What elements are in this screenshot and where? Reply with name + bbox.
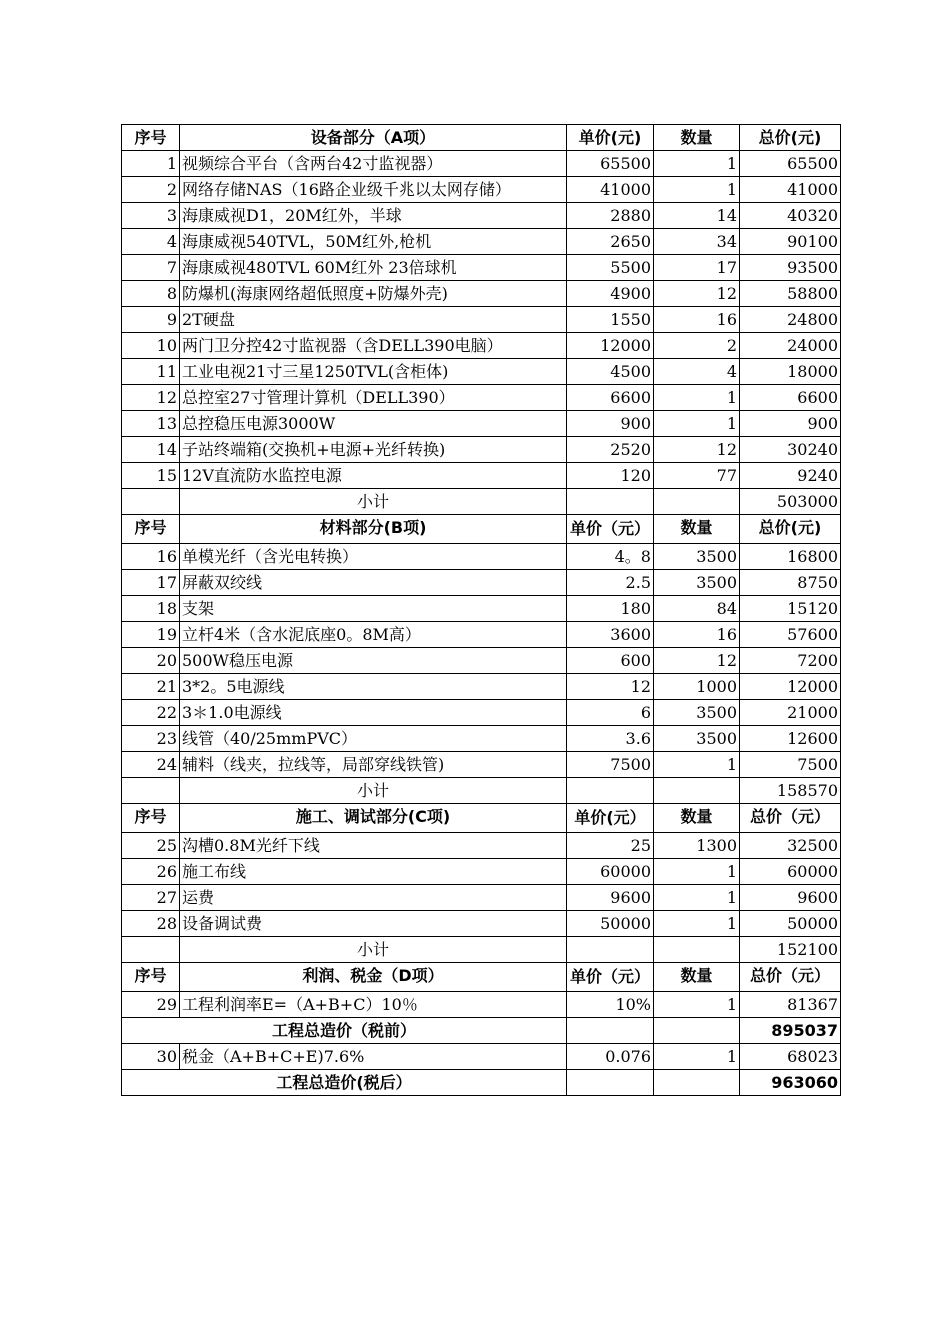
header-unit-price: 单价（元）	[567, 963, 654, 992]
row-quantity: 1	[654, 385, 740, 411]
row-item: 海康威视540TVL，50M红外,枪机	[180, 229, 567, 255]
subtotal-label: 小计	[180, 778, 567, 804]
table-row	[122, 911, 841, 937]
row-total: 9240	[740, 463, 841, 489]
table-row	[122, 463, 841, 489]
row-unit-price: 12	[567, 674, 654, 700]
row-unit-price: 0.076	[567, 1044, 654, 1070]
row-index: 21	[122, 674, 180, 700]
row-unit-price: 2880	[567, 203, 654, 229]
row-unit-price: 6600	[567, 385, 654, 411]
table-row	[122, 674, 841, 700]
row-index: 7	[122, 255, 180, 281]
row-total: 15120	[740, 596, 841, 622]
header-item: 材料部分(B项)	[180, 515, 567, 544]
row-index: 14	[122, 437, 180, 463]
row-total: 18000	[740, 359, 841, 385]
table-row	[122, 437, 841, 463]
row-unit-price: 3600	[567, 622, 654, 648]
row-quantity: 12	[654, 437, 740, 463]
row-total: 58800	[740, 281, 841, 307]
section-d-header-row	[122, 963, 841, 992]
row-quantity: 1	[654, 177, 740, 203]
row-item: 运费	[180, 885, 567, 911]
section-a-subtotal-row	[122, 489, 841, 515]
row-index: 26	[122, 859, 180, 885]
aftertax-total-label: 工程总造价(税后）	[122, 1070, 567, 1096]
section-b-subtotal-row	[122, 778, 841, 804]
row-item: 视频综合平台（含两台42寸监视器）	[180, 151, 567, 177]
row-index: 28	[122, 911, 180, 937]
row-item: 沟槽0.8M光纤下线	[180, 833, 567, 859]
table-row	[122, 648, 841, 674]
header-index: 序号	[122, 125, 180, 151]
cost-table	[121, 124, 841, 1096]
row-total: 7500	[740, 752, 841, 778]
row-quantity: 16	[654, 307, 740, 333]
row-unit-price: 4900	[567, 281, 654, 307]
table-row	[122, 885, 841, 911]
row-item: 单模光纤（含光电转换）	[180, 544, 567, 570]
row-quantity: 1	[654, 752, 740, 778]
row-index: 18	[122, 596, 180, 622]
row-unit-price: 120	[567, 463, 654, 489]
header-total: 总价(元)	[740, 125, 841, 151]
row-unit-price: 180	[567, 596, 654, 622]
row-total: 12600	[740, 726, 841, 752]
row-quantity: 12	[654, 281, 740, 307]
table-row	[122, 411, 841, 437]
row-index: 23	[122, 726, 180, 752]
table-row	[122, 859, 841, 885]
row-index: 22	[122, 700, 180, 726]
row-total: 90100	[740, 229, 841, 255]
row-index: 16	[122, 544, 180, 570]
pretax-total-value: 895037	[740, 1018, 841, 1044]
row-unit-price: 7500	[567, 752, 654, 778]
table-row	[122, 333, 841, 359]
row-quantity: 1	[654, 911, 740, 937]
row-index: 29	[122, 992, 180, 1018]
row-quantity: 3500	[654, 700, 740, 726]
row-item: 屏蔽双绞线	[180, 570, 567, 596]
header-item: 利润、税金（D项）	[180, 963, 567, 992]
table-row	[122, 752, 841, 778]
subtotal-value: 503000	[740, 489, 841, 515]
subtotal-value: 152100	[740, 937, 841, 963]
header-item: 施工、调试部分(C项)	[180, 804, 567, 833]
row-total: 12000	[740, 674, 841, 700]
row-item: 税金（A+B+C+E)7.6%	[180, 1044, 567, 1070]
row-index: 30	[122, 1044, 180, 1070]
row-quantity: 1	[654, 992, 740, 1018]
row-item: 2T硬盘	[180, 307, 567, 333]
row-item: 总控室27寸管理计算机（DELL390）	[180, 385, 567, 411]
row-item: 总控稳压电源3000W	[180, 411, 567, 437]
row-index: 20	[122, 648, 180, 674]
row-index: 3	[122, 203, 180, 229]
row-unit-price: 10%	[567, 992, 654, 1018]
pretax-total-label: 工程总造价（税前）	[122, 1018, 567, 1044]
row-unit-price: 5500	[567, 255, 654, 281]
table-row	[122, 596, 841, 622]
row-quantity: 16	[654, 622, 740, 648]
row-quantity: 17	[654, 255, 740, 281]
row-total: 7200	[740, 648, 841, 674]
header-total: 总价（元）	[740, 963, 841, 992]
row-item: 海康威视480TVL 60M红外 23倍球机	[180, 255, 567, 281]
row-item: 辅料（线夹，拉线等，局部穿线铁管)	[180, 752, 567, 778]
row-quantity: 2	[654, 333, 740, 359]
aftertax-total-row	[122, 1070, 841, 1096]
row-item: 3＊1.0电源线	[180, 700, 567, 726]
row-unit-price: 4。8	[567, 544, 654, 570]
row-index: 8	[122, 281, 180, 307]
row-total: 24000	[740, 333, 841, 359]
row-unit-price: 1550	[567, 307, 654, 333]
row-total: 24800	[740, 307, 841, 333]
row-index: 19	[122, 622, 180, 648]
row-index: 12	[122, 385, 180, 411]
section-c-subtotal-row	[122, 937, 841, 963]
row-unit-price: 50000	[567, 911, 654, 937]
row-index: 4	[122, 229, 180, 255]
row-unit-price: 6	[567, 700, 654, 726]
subtotal-label: 小计	[180, 937, 567, 963]
header-unit-price: 单价（元）	[567, 515, 654, 544]
row-total: 21000	[740, 700, 841, 726]
row-total: 9600	[740, 885, 841, 911]
table-row	[122, 570, 841, 596]
row-index: 11	[122, 359, 180, 385]
row-index: 25	[122, 833, 180, 859]
table-row	[122, 385, 841, 411]
table-row	[122, 281, 841, 307]
row-unit-price: 2650	[567, 229, 654, 255]
header-quantity: 数量	[654, 515, 740, 544]
header-quantity: 数量	[654, 963, 740, 992]
table-row	[122, 307, 841, 333]
row-total: 41000	[740, 177, 841, 203]
subtotal-value: 158570	[740, 778, 841, 804]
row-item: 线管（40/25mmPVC）	[180, 726, 567, 752]
row-item: 施工布线	[180, 859, 567, 885]
row-index: 27	[122, 885, 180, 911]
row-quantity: 3500	[654, 570, 740, 596]
row-quantity: 4	[654, 359, 740, 385]
row-total: 30240	[740, 437, 841, 463]
header-unit-price: 单价(元)	[567, 125, 654, 151]
row-item: 3*2。5电源线	[180, 674, 567, 700]
section-a-header-row	[122, 125, 841, 151]
row-total: 81367	[740, 992, 841, 1018]
row-quantity: 1000	[654, 674, 740, 700]
header-index: 序号	[122, 804, 180, 833]
row-item: 500W稳压电源	[180, 648, 567, 674]
row-item: 工业电视21寸三星1250TVL(含柜体)	[180, 359, 567, 385]
row-index: 13	[122, 411, 180, 437]
row-total: 68023	[740, 1044, 841, 1070]
table-row	[122, 359, 841, 385]
table-row	[122, 726, 841, 752]
row-index: 2	[122, 177, 180, 203]
section-b-header-row	[122, 515, 841, 544]
row-quantity: 3500	[654, 544, 740, 570]
row-item: 设备调试费	[180, 911, 567, 937]
row-total: 60000	[740, 859, 841, 885]
row-quantity: 12	[654, 648, 740, 674]
row-item: 支架	[180, 596, 567, 622]
row-unit-price: 41000	[567, 177, 654, 203]
pretax-total-row	[122, 1018, 841, 1044]
header-quantity: 数量	[654, 804, 740, 833]
table-row	[122, 229, 841, 255]
row-total: 40320	[740, 203, 841, 229]
row-item: 立杆4米（含水泥底座0。8M高）	[180, 622, 567, 648]
table-row	[122, 700, 841, 726]
row-index: 1	[122, 151, 180, 177]
row-quantity: 3500	[654, 726, 740, 752]
row-quantity: 1	[654, 885, 740, 911]
row-item: 网络存储NAS（16路企业级千兆以太网存储）	[180, 177, 567, 203]
row-unit-price: 3.6	[567, 726, 654, 752]
row-index: 9	[122, 307, 180, 333]
row-total: 57600	[740, 622, 841, 648]
table-row	[122, 177, 841, 203]
header-index: 序号	[122, 963, 180, 992]
row-quantity: 84	[654, 596, 740, 622]
section-c-header-row	[122, 804, 841, 833]
row-unit-price: 900	[567, 411, 654, 437]
header-unit-price: 单价(元）	[567, 804, 654, 833]
row-unit-price: 600	[567, 648, 654, 674]
row-quantity: 34	[654, 229, 740, 255]
row-quantity: 14	[654, 203, 740, 229]
aftertax-total-value: 963060	[740, 1070, 841, 1096]
row-unit-price: 9600	[567, 885, 654, 911]
table-row	[122, 622, 841, 648]
row-index: 24	[122, 752, 180, 778]
profit-row	[122, 992, 841, 1018]
row-total: 65500	[740, 151, 841, 177]
row-index: 17	[122, 570, 180, 596]
table-row	[122, 544, 841, 570]
row-item: 12V直流防水监控电源	[180, 463, 567, 489]
header-total: 总价（元）	[740, 804, 841, 833]
row-unit-price: 65500	[567, 151, 654, 177]
row-quantity: 1300	[654, 833, 740, 859]
row-item: 子站终端箱(交换机+电源+光纤转换)	[180, 437, 567, 463]
row-quantity: 1	[654, 1044, 740, 1070]
row-unit-price: 12000	[567, 333, 654, 359]
row-unit-price: 60000	[567, 859, 654, 885]
row-item: 两门卫分控42寸监视器（含DELL390电脑）	[180, 333, 567, 359]
header-index: 序号	[122, 515, 180, 544]
row-total: 32500	[740, 833, 841, 859]
cost-table-body	[122, 125, 841, 1096]
row-total: 93500	[740, 255, 841, 281]
table-row	[122, 151, 841, 177]
row-quantity: 1	[654, 151, 740, 177]
row-quantity: 1	[654, 859, 740, 885]
row-total: 6600	[740, 385, 841, 411]
row-total: 8750	[740, 570, 841, 596]
row-quantity: 77	[654, 463, 740, 489]
row-total: 16800	[740, 544, 841, 570]
header-item: 设备部分（A项）	[180, 125, 567, 151]
table-row	[122, 203, 841, 229]
header-quantity: 数量	[654, 125, 740, 151]
row-total: 50000	[740, 911, 841, 937]
tax-row	[122, 1044, 841, 1070]
row-item: 工程利润率E=（A+B+C）10％	[180, 992, 567, 1018]
row-unit-price: 2520	[567, 437, 654, 463]
row-quantity: 1	[654, 411, 740, 437]
subtotal-label: 小计	[180, 489, 567, 515]
table-row	[122, 833, 841, 859]
row-item: 海康威视D1，20M红外，半球	[180, 203, 567, 229]
table-row	[122, 255, 841, 281]
row-unit-price: 25	[567, 833, 654, 859]
row-total: 900	[740, 411, 841, 437]
row-index: 10	[122, 333, 180, 359]
row-item: 防爆机(海康网络超低照度+防爆外壳)	[180, 281, 567, 307]
row-index: 15	[122, 463, 180, 489]
header-total: 总价(元)	[740, 515, 841, 544]
row-unit-price: 4500	[567, 359, 654, 385]
row-unit-price: 2.5	[567, 570, 654, 596]
